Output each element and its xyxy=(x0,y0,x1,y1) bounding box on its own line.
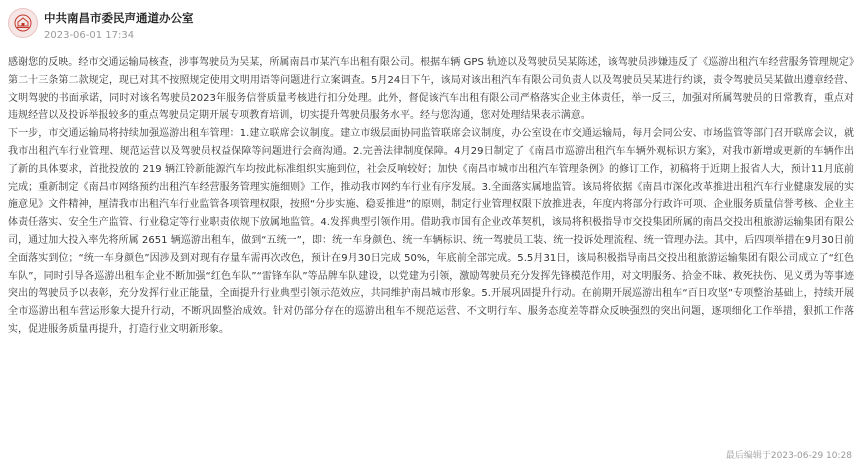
last-edited-timestamp: 最后编辑于2023-06-29 10:28 xyxy=(725,451,852,461)
reply-content xyxy=(8,54,854,339)
responder-name: 中共南昌市委民声通道办公室 xyxy=(44,11,194,25)
avatar[interactable] xyxy=(8,8,38,38)
reply-paragraph-2: 下一步，市交通运输局将持续加强巡游出租车管理：1.建立联席会议制度。建立市级层面协同监管联席会议制度，办公室设在市交通运输局，每月会同公安、市场监管等部门召开联席会议，就我市出租汽车行业管理、规范运营以及驾驶员权益保障等问题进行会商沟通。2.完善法律制度保障。4月29日制定了《南昌市巡游出租汽车车辆外观标识方案》，对我市新增或更新的车辆作出了新的具体要求，首批投放的 219 辆江铃新能源汽车均按此标准组织实施到位，社会反响较好；加快《南昌市城市出租汽车管理条例》的修订工作，初稿将于近期上报省人大，预计11月底前完成；重新制定《南昌市网络预约出租汽车经营服务管理实施细则》工作，推动我市网约车行业有序发展。3.全面落实属地监管。该局将依据《南昌市深化改革推进出租汽车行业健康发展的实施意见》文件精神，厘清我市出租汽车行业监管各项管理权限，按照“分步实施、稳妥推进”的原则，制定行业管理权限下放推进表，年度内将部分行政许可项、企业服务质量信誉考核、企业主体责任落实、安全生产监管、行业稳定等行业职责依规下放属地监管。4.发挥典型引领作用。借助我市国有企业改革契机，该局将积极指导市交投集团所属的南昌交投出租旅游运输集团有限公司，通过加大投入率先将所属 2651 辆巡游出租车，做到“五统一”，即：统一车身颜色、统一车辆标识、统一驾驶员工装、统一投诉处理流程、统一管理办法。其中，后四项举措在9月30日前全面落实到位；“统一车身颜色”因涉及到对现有存量车需再次改色，预计在9月30日完成 50%，年底前全部完成。5.5月31日，该局积极指导南昌交投出租旅游运输集团有限公司成立了“红色车队”，同时引导各巡游出租车企业不断加强“红色车队”“雷锋车队”等品牌车队建设，以党建为引领，激励驾驶员充分发挥先锋模范作用，对文明服务、拾金不昧、救死扶伤、见义勇为等事迹突出的驾驶员予以表彰，充分发挥行业正能量，全面提升行业典型引领示范效应，共同维护南昌城市形象。5.开展巩固提升行动。在前期开展巡游出租车“百日攻坚”专项整治基础上，持续开展全市巡游出租车营运形象大提升行动，不断巩固整治成效。针对仍部分存在的巡游出租车不规范运营、不文明行车、服务态度差等群众反映强烈的突出问题，逐项细化工作举措，狠抓工作落实，促进服务质量再提升，打造行业文明新形象。 xyxy=(8,128,854,335)
reply-header xyxy=(8,8,852,44)
government-emblem-icon xyxy=(14,14,32,32)
reply-date: 2023-06-01 17:34 xyxy=(44,30,135,41)
reply-paragraph-1: 感谢您的反映。经市交通运输局核查，涉事驾驶员为吴某，所属南昌市某汽车出租有限公司。根据车辆 GPS 轨迹以及驾驶员吴某陈述，该驾驶员涉嫌违反了《巡游出租汽车经营服务管理规定》第二十三条第二款规定，现已对其不按照规定使用文明用语等问题进行立案调查。5月24日下午，该局对该出租汽车有限公司负责人以及驾驶员吴某进行约谈，责令驾驶员吴某做出遵章经营、文明驾驶的书面承诺，同时对该名驾驶员2023年服务信誉质量考核进行扣分处理。此外，督促该汽车出租有限公司严格落实企业主体责任，举一反三，加强对所属驾驶员的日常教育，重点对违规经营以及投诉举报较多的重点驾驶员定期开展专项教育培训，切实提升驾驶员服务水平。经与您沟通，您对处理结果表示满意。 xyxy=(8,57,854,122)
